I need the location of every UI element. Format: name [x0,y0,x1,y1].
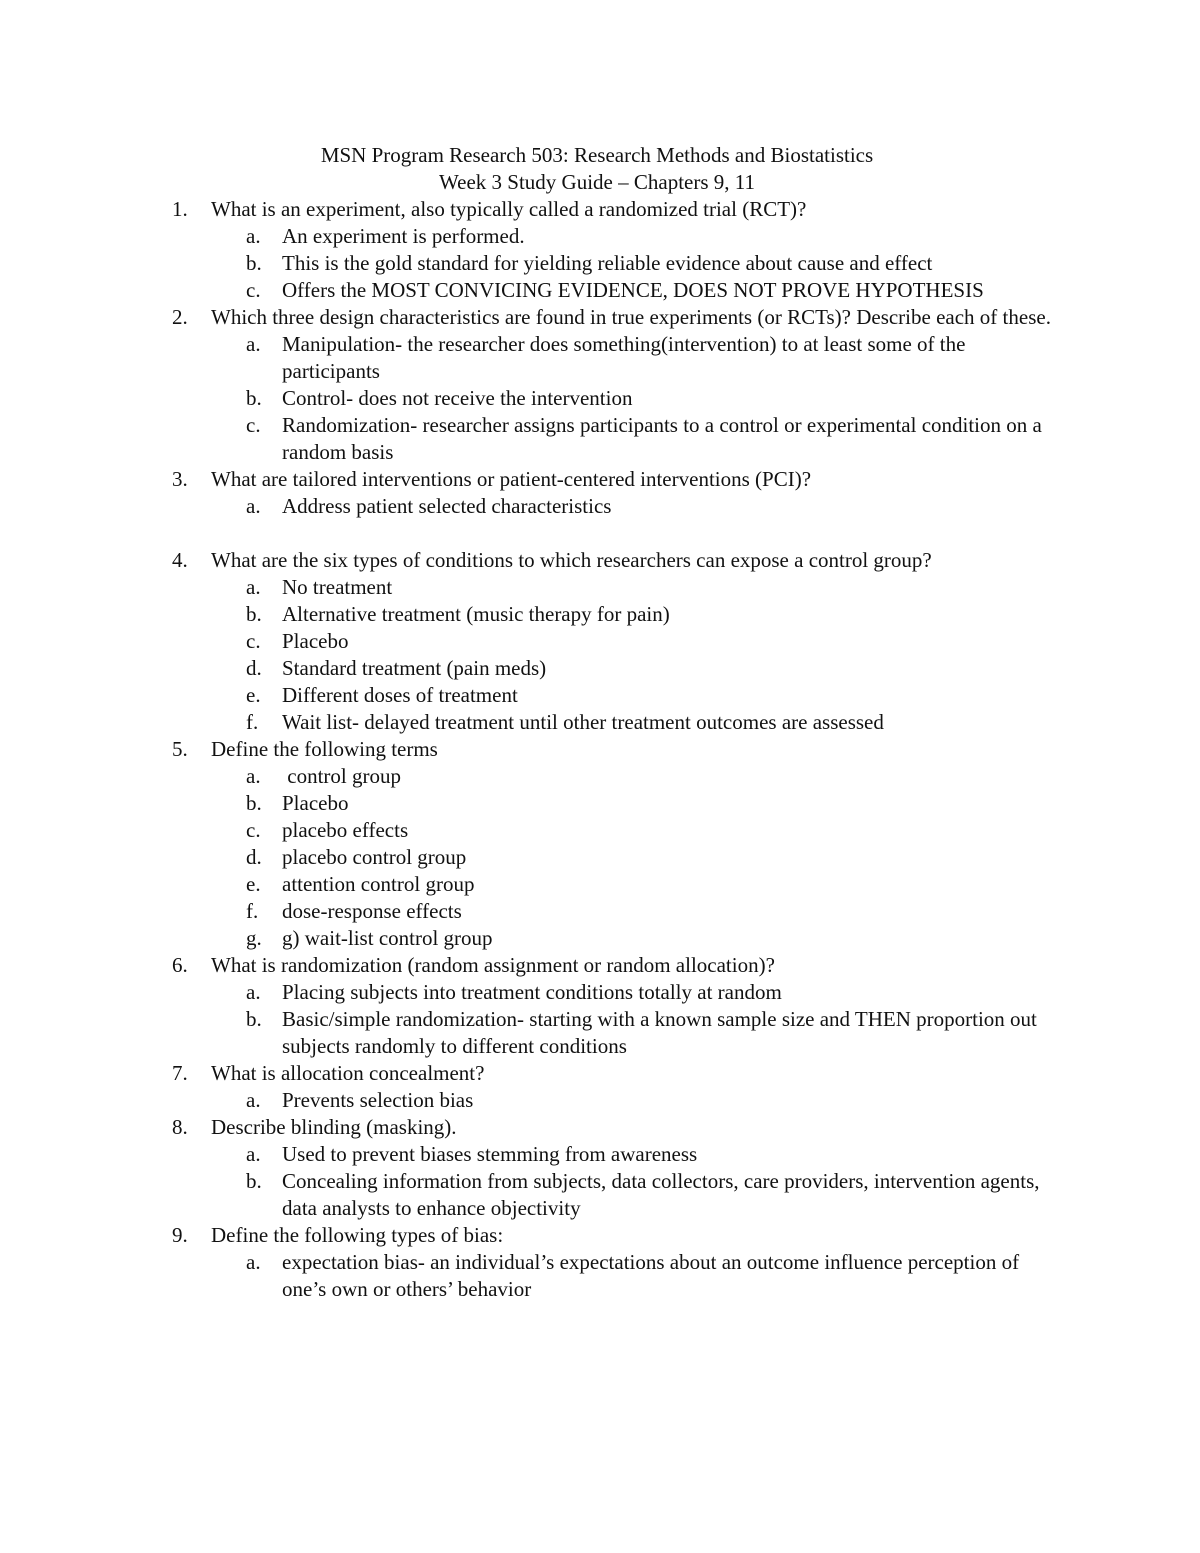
answer-text: Different doses of treatment [282,683,518,707]
answer-item [0,979,1200,1006]
question-text: What are the six types of conditions to which researchers can expose a control group? [211,548,932,572]
question-number: 2. [172,305,188,329]
answer-text: Prevents selection bias [282,1088,474,1112]
answer-item [0,709,1200,736]
answer-item [0,385,1200,412]
document-title: MSN Program Research 503: Research Methods and Biostatistics [320,143,874,167]
answer-text: dose-response effects [282,899,462,923]
answer-letter: f. [246,899,259,923]
answer-text: Control- does not receive the intervention [282,386,633,410]
answer-item [0,763,1200,790]
answer-text: Basic/simple randomization- starting with a known sample size and THEN proportion out subjects randomly to different conditions [282,1007,1037,1058]
question-text: What is randomization (random assignment or random allocation)? [211,953,775,977]
question-text: Which three design characteristics are found in true experiments (or RCTs)? Describe each of these. [211,305,1051,329]
answer-text: Offers the MOST CONVICING EVIDENCE, DOES NOT PROVE HYPOTHESIS [282,278,984,302]
question-text: What is allocation concealment? [211,1061,485,1085]
answer-letter: b. [246,251,262,275]
answer-text: Placebo [282,791,349,815]
answer-item [0,790,1200,817]
answer-item [0,331,1200,385]
answer-item [0,277,1200,304]
question-number: 3. [172,467,188,491]
answer-letter: b. [246,1007,262,1031]
answer-text: Concealing information from subjects, data collectors, care providers, intervention agents, data analysts to enhance objectivity [282,1169,1040,1220]
answer-letter: a. [246,1142,261,1166]
answer-text: Used to prevent biases stemming from awareness [282,1142,698,1166]
answer-item [0,628,1200,655]
answer-item [0,493,1200,520]
answer-letter: b. [246,791,262,815]
answer-letter: b. [246,386,262,410]
answer-letter: c. [246,278,261,302]
question-4 [0,547,1200,574]
answer-text: Address patient selected characteristics [282,494,612,518]
answer-item [0,871,1200,898]
answer-text: g) wait-list control group [282,926,493,950]
answer-text: Wait list- delayed treatment until other treatment outcomes are assessed [282,710,884,734]
answer-letter: a. [246,764,261,788]
answer-item [0,655,1200,682]
question-list [0,196,1200,1303]
answer-item [0,574,1200,601]
answer-text: expectation bias- an individual’s expectations about an outcome influence perception of one’s own or others’ behavior [282,1250,1020,1301]
question-9 [0,1222,1200,1249]
answer-item [0,682,1200,709]
answer-letter: e. [246,683,261,707]
answer-text: placebo control group [282,845,467,869]
question-8 [0,1114,1200,1141]
question-1 [0,196,1200,223]
answer-letter: a. [246,575,261,599]
answer-text: Randomization- researcher assigns participants to a control or experimental condition on a random basis [282,413,1042,464]
answer-letter: d. [246,845,262,869]
question-2 [0,304,1200,331]
answer-item [0,1006,1200,1060]
answer-letter: a. [246,494,261,518]
answer-text: attention control group [282,872,475,896]
question-number: 5. [172,737,188,761]
answer-letter: a. [246,224,261,248]
answer-letter: a. [246,332,261,356]
answer-item [0,250,1200,277]
answer-text: Standard treatment (pain meds) [282,656,547,680]
answer-text: No treatment [282,575,393,599]
answer-text: placebo effects [282,818,409,842]
answer-letter: c. [246,629,261,653]
answer-text: Alternative treatment (music therapy for pain) [282,602,670,626]
answer-item [0,601,1200,628]
answer-letter: e. [246,872,261,896]
question-number: 6. [172,953,188,977]
answer-item [0,1168,1200,1222]
question-number: 7. [172,1061,188,1085]
answer-item [0,1249,1200,1303]
answer-letter: b. [246,602,262,626]
question-text: Describe blinding (masking). [211,1115,457,1139]
question-number: 9. [172,1223,188,1247]
answer-letter: a. [246,1088,261,1112]
answer-item [0,844,1200,871]
answer-item [0,898,1200,925]
document-header [0,142,1194,196]
answer-letter: f. [246,710,259,734]
blank-line [0,520,1200,547]
answer-letter: d. [246,656,262,680]
answer-text: An experiment is performed. [282,224,525,248]
question-text: What is an experiment, also typically called a randomized trial (RCT)? [211,197,807,221]
answer-item [0,817,1200,844]
question-number: 1. [172,197,188,221]
answer-text: Placing subjects into treatment conditions totally at random [282,980,782,1004]
question-text: Define the following types of bias: [211,1223,504,1247]
question-text: Define the following terms [211,737,438,761]
answer-text: This is the gold standard for yielding reliable evidence about cause and effect [282,251,933,275]
answer-item [0,1087,1200,1114]
answer-item [0,1141,1200,1168]
answer-letter: a. [246,980,261,1004]
document-subtitle: Week 3 Study Guide – Chapters 9, 11 [439,170,755,194]
question-number: 8. [172,1115,188,1139]
answer-letter: b. [246,1169,262,1193]
answer-item [0,223,1200,250]
answer-text: Manipulation- the researcher does something(intervention) to at least some of the participants [282,332,966,383]
question-number: 4. [172,548,188,572]
question-6 [0,952,1200,979]
answer-text: Placebo [282,629,349,653]
answer-letter: c. [246,818,261,842]
answer-item [0,412,1200,466]
answer-letter: a. [246,1250,261,1274]
answer-letter: g. [246,926,262,950]
answer-text: control group [282,764,401,788]
question-text: What are tailored interventions or patient-centered interventions (PCI)? [211,467,812,491]
question-5 [0,736,1200,763]
answer-item [0,925,1200,952]
question-7 [0,1060,1200,1087]
question-3 [0,466,1200,493]
answer-letter: c. [246,413,261,437]
